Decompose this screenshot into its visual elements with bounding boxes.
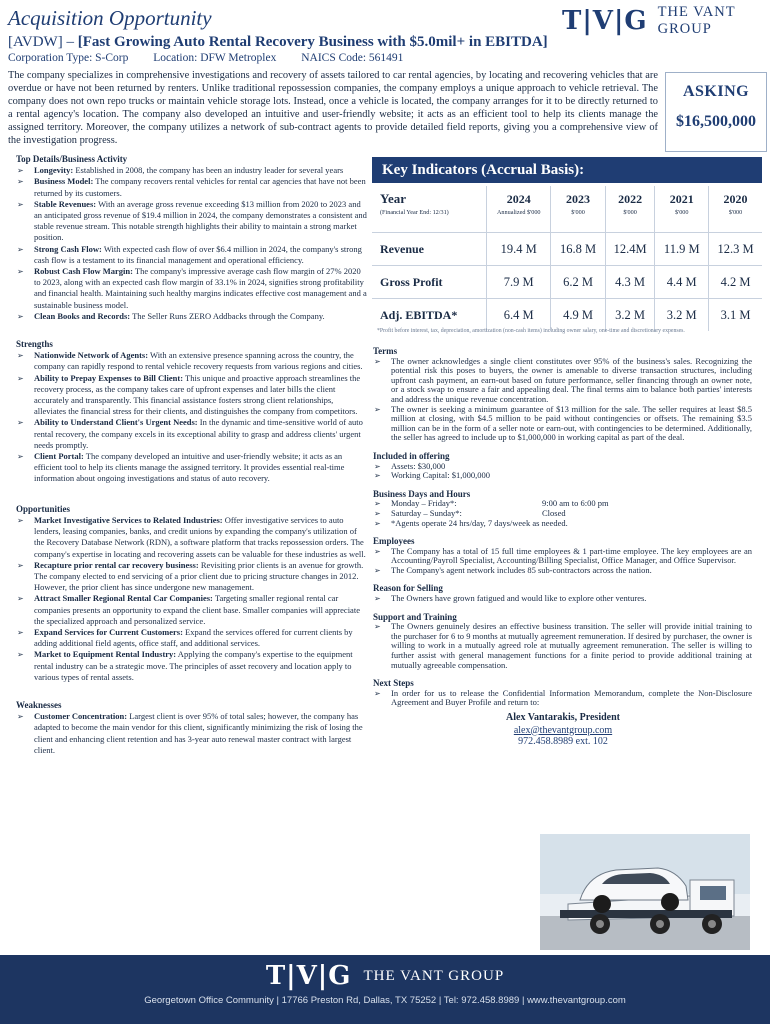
bullet-list xyxy=(17,350,367,484)
section-strengths xyxy=(17,339,367,485)
key-indicators-table xyxy=(372,186,762,331)
bullet-list xyxy=(374,594,752,604)
logo-mark: T|V|G xyxy=(562,6,648,36)
item-text: The Seller Runs ZERO Addbacks through the Company. xyxy=(130,310,325,321)
section-included xyxy=(374,452,752,481)
value-cell: 12.3 M xyxy=(709,233,763,266)
item-label: Robust Cash Flow Margin: xyxy=(34,266,133,277)
listing-headline: [Fast Growing Auto Rental Recovery Business with $5.0mil+ in EBITDA] xyxy=(77,34,548,50)
item-text: The company developed an intuitive and user-friendly website; it acts as an efficient tool to help its clients manage the assigned territory. It provides essential real-time information about ongoing investigations and status of auto recovery. xyxy=(34,451,345,484)
item-text: With an average gross revenue exceeding $13 million from 2020 to 2023 and an anticipated gross revenue of $19.4 million in 2024, the company demonstrates a consistent and stable revenue stream. This notable strength highlights their ability to maintain a strong market position. xyxy=(34,198,367,243)
item-label: Longevity: xyxy=(34,165,74,176)
value-cell: 19.4 M xyxy=(487,233,551,266)
item-label: Ability to Understand Client's Urgent Needs: xyxy=(34,417,198,428)
ebitda-footnote: *Profit before interest, tax, depreciation, amortization (non-cash items) including owner salary, one-time and discretionary expenses. xyxy=(377,328,685,334)
item-text: Offer investigative services to auto lenders, leasing companies, banks, and credit unions by expanding the company's utilization of the Recovery Database Network (RDN), a software platform that tracks repossession orders. The company's expertise in locating and recovering assets can be valuable for these industries as well. xyxy=(34,514,366,559)
intro-paragraph: The company specializes in comprehensive investigations and recovery of assets tailored to car rental agencies, by locating and recovering vehicles that are overdue or have not been returned by renters. Unlike traditional repossession companies, the company employs a unique approach to vehicle retrieval. The company does not own repo trucks or maintain vehicle storage lots. Instead, once a vehicle is located, the company arranges for it to be directly returned to a rental agency's location. The company also developed an intuitive and user-friendly website; it acts as an efficient tool to help its clients manage the assigned territory. Moreover, the company utilizes a network of sub-contract agents to provide detailed field reports, giving you a comprehensive view of the investigation progress. xyxy=(8,70,658,147)
list-item: ➢ Working Capital: $1,000,000 xyxy=(374,471,752,481)
item-label: Ability to Prepay Expenses to Bill Client: xyxy=(34,372,184,383)
unit-cell: $'000 xyxy=(655,208,709,233)
item-text: Applying the company's expertise to the equipment rental industry can be a strategic move. The principles of asset recovery and location apply to various types of rental assets. xyxy=(34,649,353,682)
key-indicators-heading: Key Indicators (Accrual Basis): xyxy=(372,157,762,183)
section-heading: Top Details/Business Activity xyxy=(16,154,128,164)
item-text: This unique and proactive approach streamlines the recovery process, as the company takes care of upfront expenses and later bills the client accurately and transparently. This financial assistance fosters strong client relationships, alleviates the financial stress for their clients, and distinguishes the company from competitors. xyxy=(34,372,361,417)
section-top-details xyxy=(17,154,367,322)
asking-box xyxy=(665,72,767,152)
listing-meta xyxy=(8,52,425,64)
contact-email-link[interactable]: alex@thevantgroup.com xyxy=(513,724,613,736)
contact-name: Alex Vantarakis, President xyxy=(506,712,620,723)
naics-code: NAICS Code: 561491 xyxy=(301,52,404,64)
table-row xyxy=(372,233,762,266)
value-cell: 4.3 M xyxy=(605,266,655,299)
list-item xyxy=(17,373,367,418)
list-item xyxy=(17,560,367,594)
year-cell: 2023 xyxy=(551,186,605,208)
list-item xyxy=(17,244,367,266)
list-item xyxy=(17,266,367,311)
section-terms xyxy=(374,347,752,443)
row-label: Gross Profit xyxy=(372,266,487,299)
section-employees xyxy=(374,537,752,575)
item-label: Business Model: xyxy=(34,176,94,187)
section-heading: Reason for Selling xyxy=(373,583,443,594)
section-heading: Opportunities xyxy=(16,503,71,514)
value-cell: 4.2 M xyxy=(709,266,763,299)
section-heading: Included in offering xyxy=(373,450,450,461)
year-cell: 2024 xyxy=(487,186,551,208)
asking-price: $16,500,000 xyxy=(676,113,756,130)
logo-text: THE VANT GROUP xyxy=(657,4,736,37)
bullet-list xyxy=(374,622,752,670)
list-item xyxy=(17,451,367,485)
section-heading: Next Steps xyxy=(373,678,414,689)
location: Location: DFW Metroplex xyxy=(153,52,277,64)
bullet-list xyxy=(374,462,752,481)
item-label: Market to Equipment Rental Industry: xyxy=(34,649,177,660)
section-support xyxy=(374,613,752,671)
value-cell: 12.4M xyxy=(605,233,655,266)
value-cell: 3.2 M xyxy=(605,299,655,332)
item-text: Established in 2008, the company has been an industry leader for several years xyxy=(73,165,344,176)
item-label: Stable Revenues: xyxy=(34,198,97,209)
item-label: Market Investigative Services to Related Industries: xyxy=(34,514,223,525)
section-opportunities xyxy=(17,504,367,683)
list-item xyxy=(17,627,367,649)
item-text: With an extensive presence spanning across the country, the company can rapidly respond to rental vehicle recovery requests from various regions and cities. xyxy=(34,350,363,372)
year-cell: 2021 xyxy=(655,186,709,208)
bullet-list xyxy=(374,689,752,708)
row-label: Adj. EBITDA* xyxy=(372,299,487,332)
item-label: Recapture prior rental car recovery business: xyxy=(34,559,199,570)
list-item: ➢ The owner is seeking a minimum guarantee of $13 million for the sale. The seller requires at least $8.5 million at closing, with $4.5 million to be paid without contingencies or offsets. The remaining $3.5 million can be in the form of a seller note or earn-out, with contingencies to be determined. Additionally, the seller has agreed to include up to $1,000,000 in working capital as part of the deal. xyxy=(374,405,752,443)
bullet-list xyxy=(17,515,367,683)
list-item: ➢ In order for us to release the Confidential Information Memorandum, complete the Non-Disclosure Agreement and Buyer Profile and return to: xyxy=(374,689,752,708)
value-cell: 3.1 M xyxy=(720,307,751,322)
footer-logo-mark: T|V|G xyxy=(265,961,352,991)
list-item xyxy=(17,311,367,322)
listing-subtitle xyxy=(8,34,548,51)
corp-type: Corporation Type: S-Corp xyxy=(8,52,129,64)
list-item xyxy=(17,649,367,683)
year-row xyxy=(372,186,762,208)
item-label: Expand Services for Current Customers: xyxy=(34,626,183,637)
list-item: ➢ The owner acknowledges a single client constitutes over 95% of the business's sales. Recognizing the potential risk this poses to buyers, the owner is amenable to diverse transaction structures, including upfront cash payment, an earn-out based on future performance, seller financing through an owner note, or a stock swap to ensure a fair and appealing deal. The final terms aim to balance both parties' interests and address the unique revenue concentration. xyxy=(374,357,752,405)
hours-day: ➢ Monday – Friday*: xyxy=(391,498,457,509)
section-heading: Employees xyxy=(373,536,415,547)
list-item: ➢ The Owners genuinely desires an effective business transition. The seller will provide initial training to the purchaser for 6 to 9 months at mutually agreement remuneration. If desired by purchaser, the owner is willing to work in a mutually agreed role at mutually agreement remuneration. The seller is willing to further assist with general management functions for a finite period to provide additional training at mutually agreeable compensation. xyxy=(374,622,752,670)
section-hours xyxy=(374,490,752,528)
item-text: With expected cash flow of over $6.4 million in 2024, the company's strong cash flow is a testament to its financial management and operational efficiency. xyxy=(34,243,362,265)
year-label: Year xyxy=(372,186,487,208)
bullet-list xyxy=(374,499,752,528)
item-label: Client Portal: xyxy=(34,451,84,462)
left-column xyxy=(17,154,367,756)
right-column xyxy=(374,347,752,756)
unit-cell: $'000 xyxy=(709,208,763,233)
footer-address: Georgetown Office Community | 17766 Preston Rd, Dallas, TX 75252 | Tel: 972.458.8989 | www.thevantgroup.com xyxy=(144,995,626,1006)
bullet-list xyxy=(374,547,752,576)
section-reason xyxy=(374,584,752,603)
section-heading: Support and Training xyxy=(373,611,457,622)
hours-time: 9:00 am to 6:00 pm xyxy=(542,498,609,509)
value-cell: 3.2 M xyxy=(655,299,709,332)
unit-cell: $'000 xyxy=(551,208,605,233)
section-heading: Strengths xyxy=(16,339,53,350)
company-logo xyxy=(562,4,770,38)
list-item: ➢ The Company has a total of 15 full time employees & 1 part-time employee. The key employees are an Accounting/Payroll Specialist, Accounting/Billing Specialist, Office Manager, and Office Supervisor. xyxy=(374,547,752,566)
row-label: Revenue xyxy=(372,233,487,266)
list-item xyxy=(17,176,367,198)
item-text: The company's impressive average cash flow margin of 27% 2020 to 2023, along with an expected cash flow margin of 33.1% in 2024, signifies strong profitability and financial health. Maintaining such healthy margins indicates effective cost management and a sustainable business model. xyxy=(34,266,367,310)
value-cell: 4.9 M xyxy=(551,299,605,332)
value-cell: 7.9 M xyxy=(487,266,551,299)
list-item: ➢ *Agents operate 24 hrs/day, 7 days/week as needed. xyxy=(374,519,752,529)
listing-code: [AVDW] – xyxy=(8,34,78,50)
unit-cell: $'000 xyxy=(605,208,655,233)
item-text: Expand the services offered for current clients by adding additional field agents, office staff, and additional services. xyxy=(34,626,353,649)
list-item xyxy=(17,515,367,560)
list-item xyxy=(17,417,367,451)
list-item xyxy=(17,711,367,756)
item-label: Customer Concentration: xyxy=(34,711,128,722)
fiscal-note: (Financial Year End: 12/31) xyxy=(372,208,487,233)
item-label: Strong Cash Flow: xyxy=(34,243,102,254)
footer-logo xyxy=(0,961,770,991)
asking-label: ASKING xyxy=(682,83,750,100)
footer xyxy=(0,955,770,1024)
tow-truck-image xyxy=(540,834,750,950)
bullet-list xyxy=(17,711,367,756)
item-label: Nationwide Network of Agents: xyxy=(34,350,149,361)
value-cell: 4.4 M xyxy=(655,266,709,299)
hours-time: Closed xyxy=(542,507,566,518)
section-next-steps xyxy=(374,679,752,747)
item-text: In the dynamic and time-sensitive world of auto rental recovery, the company excels in its exceptional ability to grasp and address clients' urgent needs promptly. xyxy=(34,417,363,450)
item-label: Attract Smaller Regional Rental Car Companies: xyxy=(34,593,213,604)
contact-phone: 972.458.8989 ext. 102 xyxy=(518,736,608,748)
value-cell: 16.8 M xyxy=(551,233,605,266)
section-weaknesses xyxy=(17,700,367,756)
value-cell: 6.2 M xyxy=(551,266,605,299)
item-label: Clean Books and Records: xyxy=(34,310,131,321)
units-row xyxy=(372,208,762,233)
section-heading: Business Days and Hours xyxy=(373,488,471,499)
item-text: Revisiting prior clients is an avenue for growth. The company elected to end servicing of a prior client due to pricing structure changes in 2012. However, the prior client has since undergone new management. xyxy=(34,559,364,593)
bullet-list xyxy=(374,357,752,443)
list-item xyxy=(17,199,367,244)
table-row xyxy=(372,266,762,299)
item-text: Targeting smaller regional rental car companies presents an opportunity to expand the client base. Smaller companies will appreciate the specialized approach and personalized service. xyxy=(34,593,360,626)
list-item xyxy=(17,350,367,372)
section-heading: Weaknesses xyxy=(16,699,62,710)
contact-block xyxy=(374,713,752,747)
footer-logo-text: THE VANT GROUP xyxy=(363,968,505,984)
list-item: ➢ The Owners have grown fatigued and would like to explore other ventures. xyxy=(374,594,752,604)
list-item xyxy=(17,593,367,627)
bullet-list xyxy=(17,165,367,322)
list-item: ➢ The Company's agent network includes 85 sub-contractors across the nation. xyxy=(374,566,752,576)
year-cell: 2022 xyxy=(605,186,655,208)
unit-cell: Annualized $'000 xyxy=(487,208,551,233)
page-title: Acquisition Opportunity xyxy=(8,6,212,30)
list-item xyxy=(17,165,367,176)
section-heading: Terms xyxy=(373,346,398,356)
item-text: Largest client is over 95% of total sales; however, the company has adapted to become the main vendor for this client, significantly minimizing the risk of losing the client and enhancing client retention and has 3-year auto renewal master contract with largest client. xyxy=(34,711,363,755)
value-cell: 6.4 M xyxy=(487,299,551,332)
hours-day: ➢ Saturday – Sunday*: xyxy=(391,507,462,518)
value-cell: 11.9 M xyxy=(655,233,709,266)
item-text: The company recovers rental vehicles for rental car agencies that have not been returned by its customers. xyxy=(34,176,366,198)
year-cell: 2020 xyxy=(723,192,748,206)
list-item: ➢ Assets: $30,000 xyxy=(374,462,752,472)
